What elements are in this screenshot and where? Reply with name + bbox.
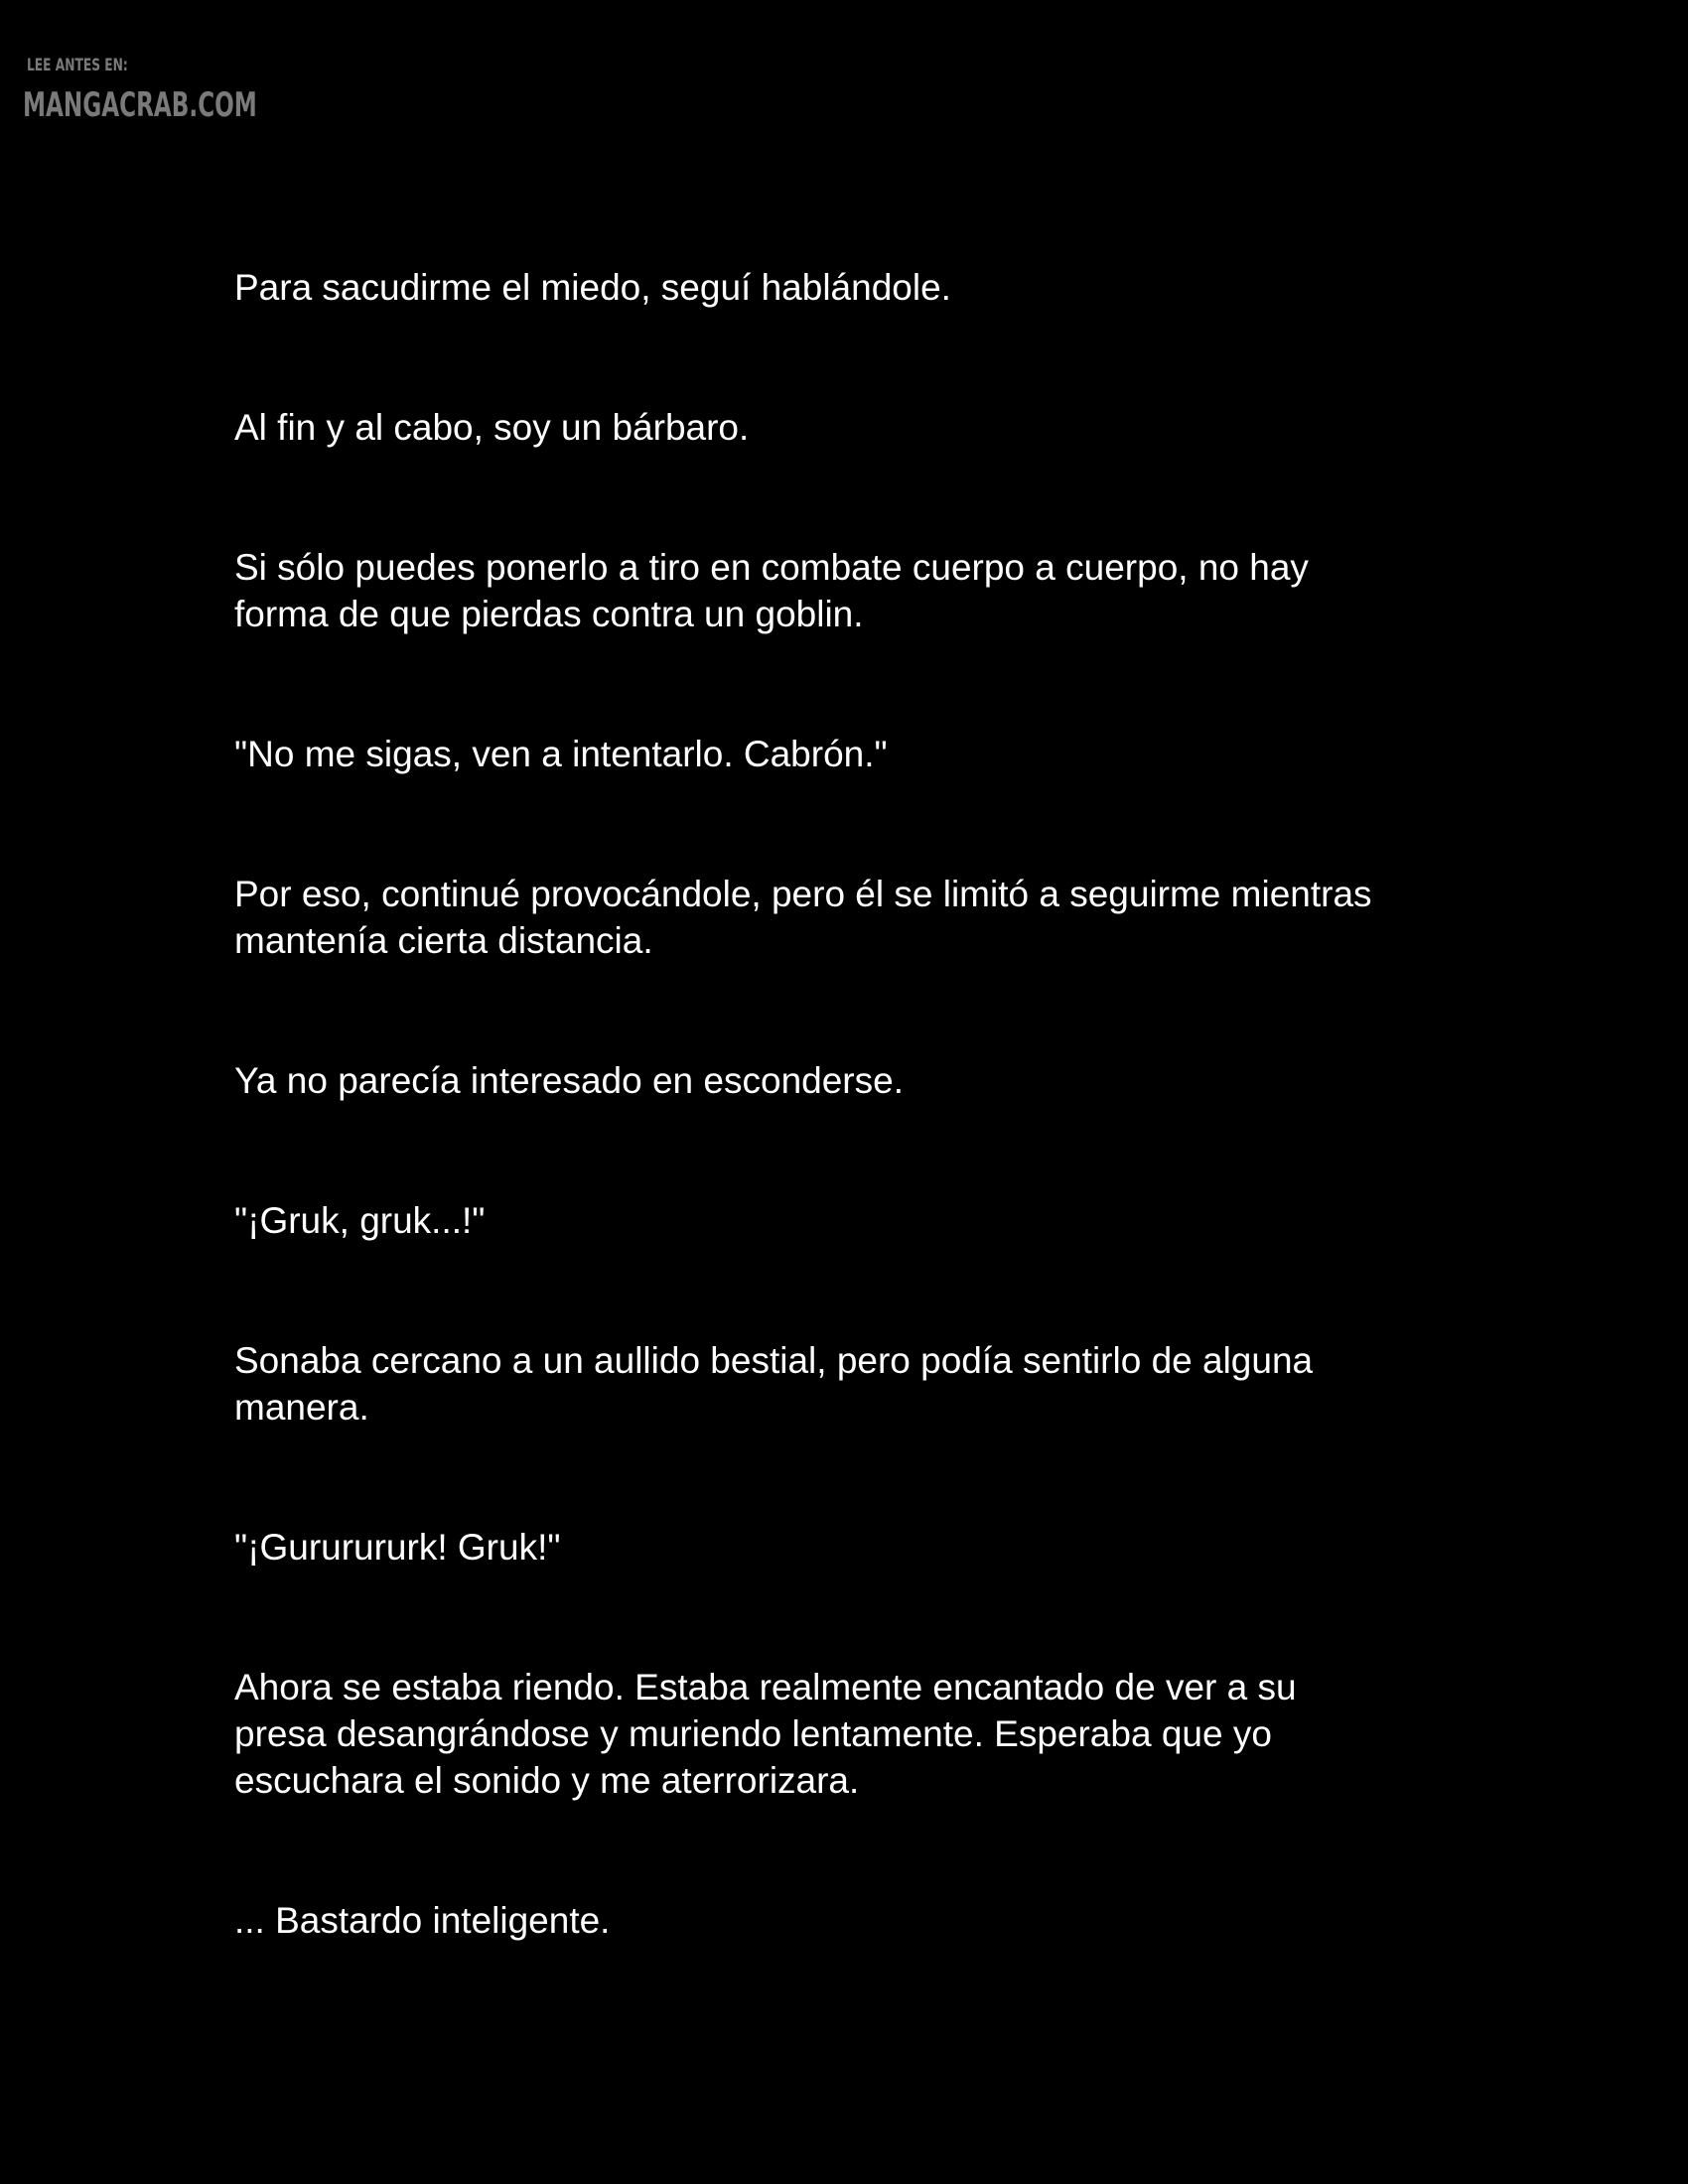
watermark-read-first-label: LEE ANTES EN: <box>27 56 128 75</box>
paragraph: "¡Gururururk! Gruk!" <box>234 1527 561 1568</box>
paragraph: "No me sigas, ven a intentarlo. Cabrón." <box>234 734 888 774</box>
paragraph: Al fin y al cabo, soy un bárbaro. <box>234 407 750 448</box>
paragraph: ... Bastardo inteligente. <box>234 1900 611 1941</box>
paragraph: Por eso, continué provocándole, pero él se limitó a seguirme mientras mantenía cierta distancia. <box>234 874 1372 961</box>
paragraph: Sonaba cercano a un aullido bestial, pero podía sentirlo de alguna manera. <box>234 1340 1314 1428</box>
watermark-site-name: MANGACRAB.COM <box>23 85 257 125</box>
paragraph: "¡Gruk, gruk...!" <box>234 1200 486 1241</box>
paragraph: Ya no parecía interesado en esconderse. <box>234 1060 904 1101</box>
paragraph: Ahora se estaba riendo. Estaba realmente encantado de ver a su presa desangrándose y muriendo lentamente. Esperaba que yo escuchara el sonido y me aterrorizara. <box>234 1667 1297 1801</box>
paragraph: Para sacudirme el miedo, seguí hablándole. <box>234 267 951 308</box>
chapter-text <box>234 264 1525 1944</box>
site-watermark <box>23 56 367 125</box>
paragraph: Si sólo puedes ponerlo a tiro en combate cuerpo a cuerpo, no hay forma de que pierdas contra un goblin. <box>234 547 1309 634</box>
